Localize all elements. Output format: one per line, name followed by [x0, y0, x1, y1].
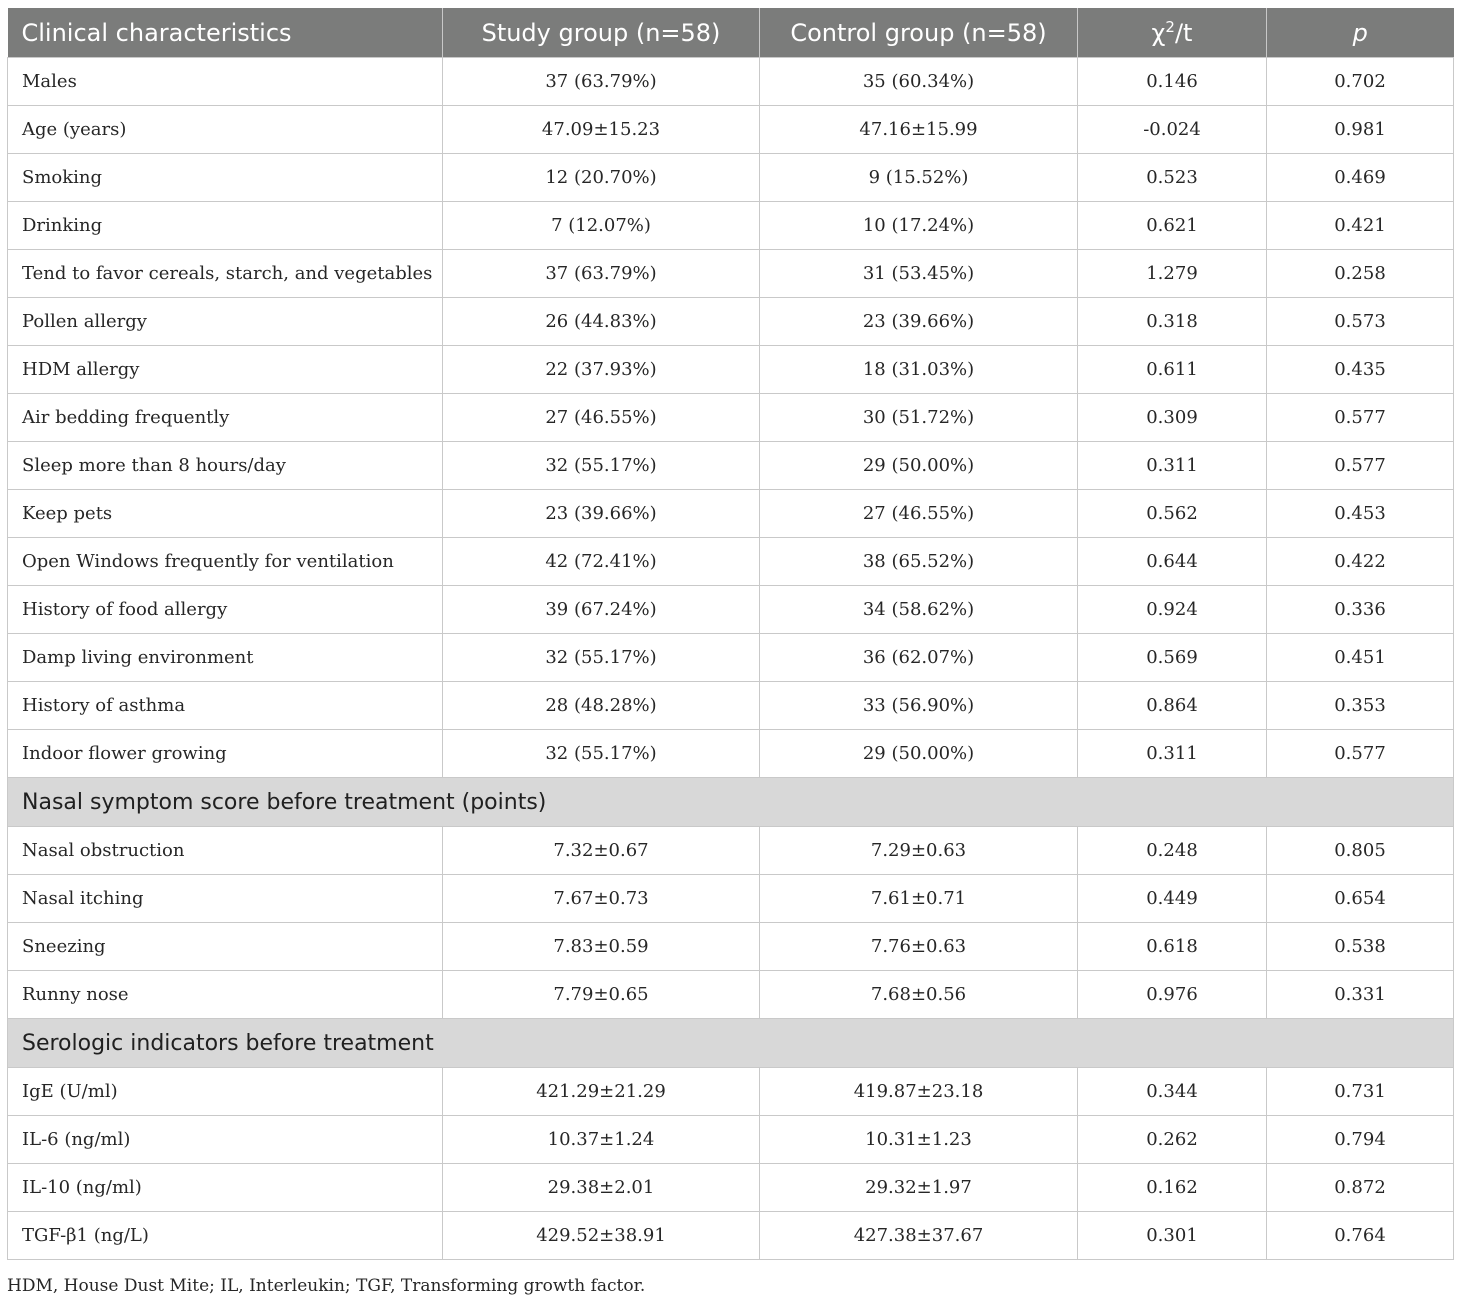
p-value-cell: 0.453 [1267, 490, 1454, 538]
control-group-cell: 18 (31.03%) [760, 346, 1078, 394]
statistic-cell: 0.864 [1078, 682, 1267, 730]
control-group-cell: 7.61±0.71 [760, 875, 1078, 923]
p-value-cell: 0.805 [1267, 827, 1454, 875]
control-group-cell: 36 (62.07%) [760, 634, 1078, 682]
characteristic-cell: Open Windows frequently for ventilation [8, 538, 443, 586]
characteristic-cell: IL-6 (ng/ml) [8, 1116, 443, 1164]
table-row [8, 586, 1454, 634]
control-group-cell: 33 (56.90%) [760, 682, 1078, 730]
characteristic-cell: History of asthma [8, 682, 443, 730]
p-value-cell: 0.577 [1267, 730, 1454, 778]
statistic-cell: 0.611 [1078, 346, 1267, 394]
header-study-group: Study group (n=58) [443, 8, 760, 58]
section-header-nasal-symptoms [8, 778, 1454, 827]
table-row [8, 490, 1454, 538]
table-row [8, 923, 1454, 971]
statistic-cell: -0.024 [1078, 106, 1267, 154]
statistic-cell: 0.311 [1078, 442, 1267, 490]
control-group-cell: 30 (51.72%) [760, 394, 1078, 442]
statistic-cell: 0.644 [1078, 538, 1267, 586]
control-group-cell: 47.16±15.99 [760, 106, 1078, 154]
study-group-cell: 47.09±15.23 [443, 106, 760, 154]
characteristic-cell: Males [8, 58, 443, 106]
table-row [8, 827, 1454, 875]
statistic-cell: 0.924 [1078, 586, 1267, 634]
characteristic-cell: Indoor flower growing [8, 730, 443, 778]
control-group-cell: 7.29±0.63 [760, 827, 1078, 875]
p-value-cell: 0.421 [1267, 202, 1454, 250]
characteristic-cell: History of food allergy [8, 586, 443, 634]
table-row [8, 346, 1454, 394]
statistic-cell: 0.162 [1078, 1164, 1267, 1212]
statistic-cell: 0.311 [1078, 730, 1267, 778]
study-group-cell: 37 (63.79%) [443, 250, 760, 298]
table-header [8, 8, 1454, 58]
study-group-cell: 7.83±0.59 [443, 923, 760, 971]
characteristic-cell: Smoking [8, 154, 443, 202]
statistic-cell: 0.569 [1078, 634, 1267, 682]
study-group-cell: 32 (55.17%) [443, 730, 760, 778]
study-group-cell: 10.37±1.24 [443, 1116, 760, 1164]
table-row [8, 250, 1454, 298]
characteristic-cell: Pollen allergy [8, 298, 443, 346]
section-title: Serologic indicators before treatment [8, 1019, 1454, 1068]
p-value-cell: 0.336 [1267, 586, 1454, 634]
characteristic-cell: Sneezing [8, 923, 443, 971]
control-group-cell: 27 (46.55%) [760, 490, 1078, 538]
p-value-cell: 0.731 [1267, 1068, 1454, 1116]
table-row [8, 682, 1454, 730]
control-group-cell: 10.31±1.23 [760, 1116, 1078, 1164]
table-footnote: HDM, House Dust Mite; IL, Interleukin; TGF, Transforming growth factor. [7, 1276, 646, 1296]
p-value-cell: 0.422 [1267, 538, 1454, 586]
characteristic-cell: Age (years) [8, 106, 443, 154]
p-value-cell: 0.435 [1267, 346, 1454, 394]
control-group-cell: 419.87±23.18 [760, 1068, 1078, 1116]
table-row [8, 634, 1454, 682]
header-row [8, 8, 1454, 58]
header-statistic-symbol: χ [1151, 18, 1166, 47]
p-value-cell: 0.981 [1267, 106, 1454, 154]
table-row [8, 1068, 1454, 1116]
table-row [8, 394, 1454, 442]
p-value-cell: 0.353 [1267, 682, 1454, 730]
table-row [8, 298, 1454, 346]
p-value-cell: 0.573 [1267, 298, 1454, 346]
table-row [8, 538, 1454, 586]
control-group-cell: 29 (50.00%) [760, 442, 1078, 490]
statistic-cell: 0.618 [1078, 923, 1267, 971]
table-row [8, 58, 1454, 106]
control-group-cell: 9 (15.52%) [760, 154, 1078, 202]
characteristic-cell: TGF-β1 (ng/L) [8, 1212, 443, 1260]
table-body [8, 58, 1454, 1260]
control-group-cell: 23 (39.66%) [760, 298, 1078, 346]
header-clinical-characteristics: Clinical characteristics [8, 8, 443, 58]
statistic-cell: 0.976 [1078, 971, 1267, 1019]
characteristic-cell: IL-10 (ng/ml) [8, 1164, 443, 1212]
control-group-cell: 35 (60.34%) [760, 58, 1078, 106]
p-value-cell: 0.469 [1267, 154, 1454, 202]
table-row [8, 154, 1454, 202]
p-value-cell: 0.258 [1267, 250, 1454, 298]
statistic-cell: 0.621 [1078, 202, 1267, 250]
table-row [8, 971, 1454, 1019]
study-group-cell: 28 (48.28%) [443, 682, 760, 730]
p-value-cell: 0.577 [1267, 442, 1454, 490]
study-group-cell: 27 (46.55%) [443, 394, 760, 442]
study-group-cell: 29.38±2.01 [443, 1164, 760, 1212]
study-group-cell: 32 (55.17%) [443, 634, 760, 682]
characteristic-cell: Nasal itching [8, 875, 443, 923]
control-group-cell: 38 (65.52%) [760, 538, 1078, 586]
study-group-cell: 7.67±0.73 [443, 875, 760, 923]
characteristic-cell: Air bedding frequently [8, 394, 443, 442]
control-group-cell: 29 (50.00%) [760, 730, 1078, 778]
characteristic-cell: Runny nose [8, 971, 443, 1019]
study-group-cell: 429.52±38.91 [443, 1212, 760, 1260]
p-value-cell: 0.577 [1267, 394, 1454, 442]
p-value-cell: 0.538 [1267, 923, 1454, 971]
characteristic-cell: Tend to favor cereals, starch, and vegetables [8, 250, 443, 298]
study-group-cell: 37 (63.79%) [443, 58, 760, 106]
characteristic-cell: Damp living environment [8, 634, 443, 682]
p-value-cell: 0.764 [1267, 1212, 1454, 1260]
control-group-cell: 34 (58.62%) [760, 586, 1078, 634]
table-row [8, 442, 1454, 490]
study-group-cell: 7.32±0.67 [443, 827, 760, 875]
table-row [8, 106, 1454, 154]
statistic-cell: 0.146 [1078, 58, 1267, 106]
p-value-cell: 0.702 [1267, 58, 1454, 106]
study-group-cell: 7.79±0.65 [443, 971, 760, 1019]
control-group-cell: 7.68±0.56 [760, 971, 1078, 1019]
header-statistic [1078, 8, 1267, 58]
control-group-cell: 7.76±0.63 [760, 923, 1078, 971]
control-group-cell: 10 (17.24%) [760, 202, 1078, 250]
header-statistic-suffix: /t [1174, 18, 1193, 47]
study-group-cell: 7 (12.07%) [443, 202, 760, 250]
characteristic-cell: HDM allergy [8, 346, 443, 394]
characteristic-cell: Keep pets [8, 490, 443, 538]
study-group-cell: 12 (20.70%) [443, 154, 760, 202]
statistic-cell: 0.301 [1078, 1212, 1267, 1260]
study-group-cell: 23 (39.66%) [443, 490, 760, 538]
study-group-cell: 26 (44.83%) [443, 298, 760, 346]
statistic-cell: 0.262 [1078, 1116, 1267, 1164]
header-control-group: Control group (n=58) [760, 8, 1078, 58]
statistic-cell: 0.523 [1078, 154, 1267, 202]
p-value-cell: 0.654 [1267, 875, 1454, 923]
characteristic-cell: Sleep more than 8 hours/day [8, 442, 443, 490]
control-group-cell: 29.32±1.97 [760, 1164, 1078, 1212]
control-group-cell: 31 (53.45%) [760, 250, 1078, 298]
study-group-cell: 32 (55.17%) [443, 442, 760, 490]
statistic-cell: 0.248 [1078, 827, 1267, 875]
p-value-cell: 0.794 [1267, 1116, 1454, 1164]
characteristic-cell: Drinking [8, 202, 443, 250]
section-header-serologic-indicators [8, 1019, 1454, 1068]
section-title: Nasal symptom score before treatment (points) [8, 778, 1454, 827]
study-group-cell: 22 (37.93%) [443, 346, 760, 394]
table-row [8, 875, 1454, 923]
statistic-cell: 0.309 [1078, 394, 1267, 442]
table-row [8, 730, 1454, 778]
p-value-cell: 0.451 [1267, 634, 1454, 682]
study-group-cell: 42 (72.41%) [443, 538, 760, 586]
table-row [8, 1116, 1454, 1164]
study-group-cell: 39 (67.24%) [443, 586, 760, 634]
table-row [8, 202, 1454, 250]
characteristic-cell: Nasal obstruction [8, 827, 443, 875]
header-p-value: p [1267, 8, 1454, 58]
statistic-cell: 1.279 [1078, 250, 1267, 298]
statistic-cell: 0.318 [1078, 298, 1267, 346]
table-row [8, 1212, 1454, 1260]
study-group-cell: 421.29±21.29 [443, 1068, 760, 1116]
p-value-cell: 0.872 [1267, 1164, 1454, 1212]
table-row [8, 1164, 1454, 1212]
characteristic-cell: IgE (U/ml) [8, 1068, 443, 1116]
statistic-cell: 0.562 [1078, 490, 1267, 538]
header-statistic-superscript: 2 [1165, 17, 1175, 36]
statistic-cell: 0.344 [1078, 1068, 1267, 1116]
p-value-cell: 0.331 [1267, 971, 1454, 1019]
control-group-cell: 427.38±37.67 [760, 1212, 1078, 1260]
statistic-cell: 0.449 [1078, 875, 1267, 923]
clinical-characteristics-table [7, 8, 1454, 1260]
